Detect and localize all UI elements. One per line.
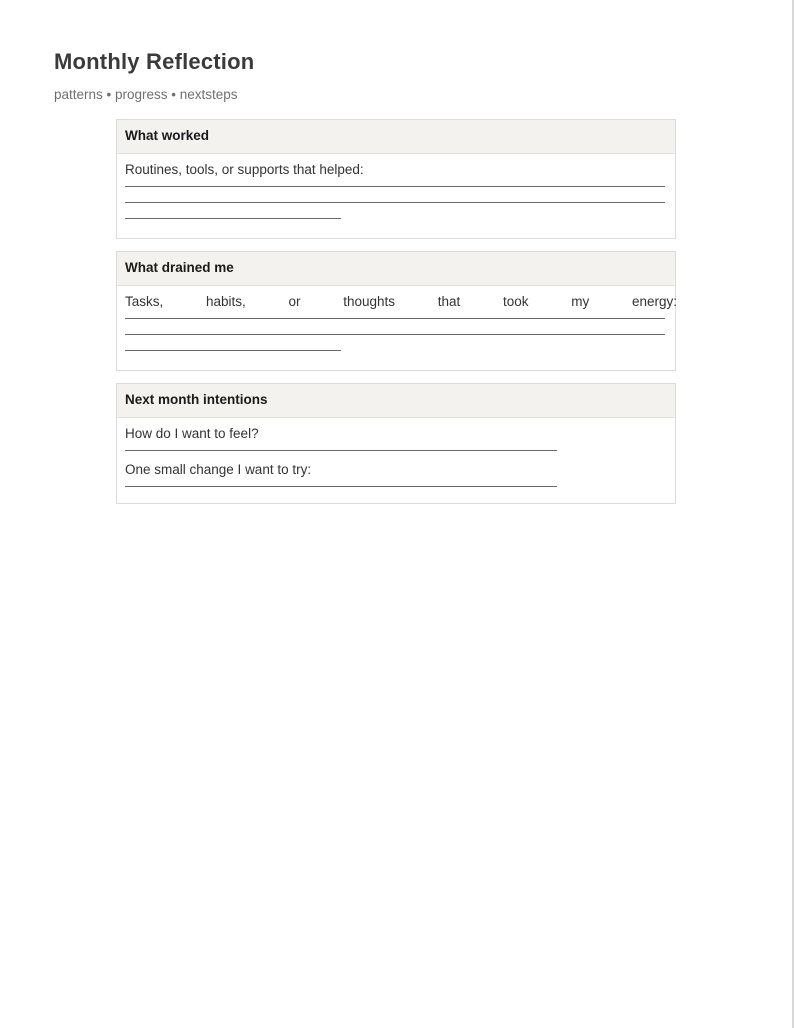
section-body	[117, 418, 675, 487]
page-subtitle: patterns • progress • nextsteps	[54, 87, 238, 102]
writing-line[interactable]	[125, 218, 341, 219]
writing-line[interactable]	[125, 334, 665, 335]
page-title: Monthly Reflection	[54, 49, 255, 74]
prompt-word: Tasks,	[125, 294, 164, 309]
writing-line[interactable]	[125, 350, 341, 351]
prompt-word: took	[502, 294, 529, 309]
prompt-word: thoughts	[343, 294, 396, 309]
section-heading: What drained me	[117, 252, 675, 286]
section-body	[117, 286, 675, 351]
prompt-word: habits,	[205, 294, 246, 309]
section-next-month-intentions	[116, 383, 676, 504]
writing-line[interactable]	[125, 450, 557, 451]
prompt-word: that	[437, 294, 461, 309]
section-prompt: Routines, tools, or supports that helped:	[125, 162, 364, 177]
prompt-word: energy:	[631, 294, 677, 309]
section-heading: What worked	[117, 120, 675, 154]
writing-line[interactable]	[125, 186, 665, 187]
prompt-word: my	[571, 294, 590, 309]
section-what-drained-me	[116, 251, 676, 371]
section-body	[117, 154, 675, 219]
question-feel: How do I want to feel?	[125, 426, 259, 441]
section-what-worked	[116, 119, 676, 239]
writing-line[interactable]	[125, 202, 665, 203]
section-prompt	[125, 293, 677, 311]
writing-line[interactable]	[125, 318, 665, 319]
prompt-word: or	[288, 294, 301, 309]
section-heading: Next month intentions	[117, 384, 675, 418]
question-small-change: One small change I want to try:	[125, 462, 312, 477]
writing-line[interactable]	[125, 486, 557, 487]
